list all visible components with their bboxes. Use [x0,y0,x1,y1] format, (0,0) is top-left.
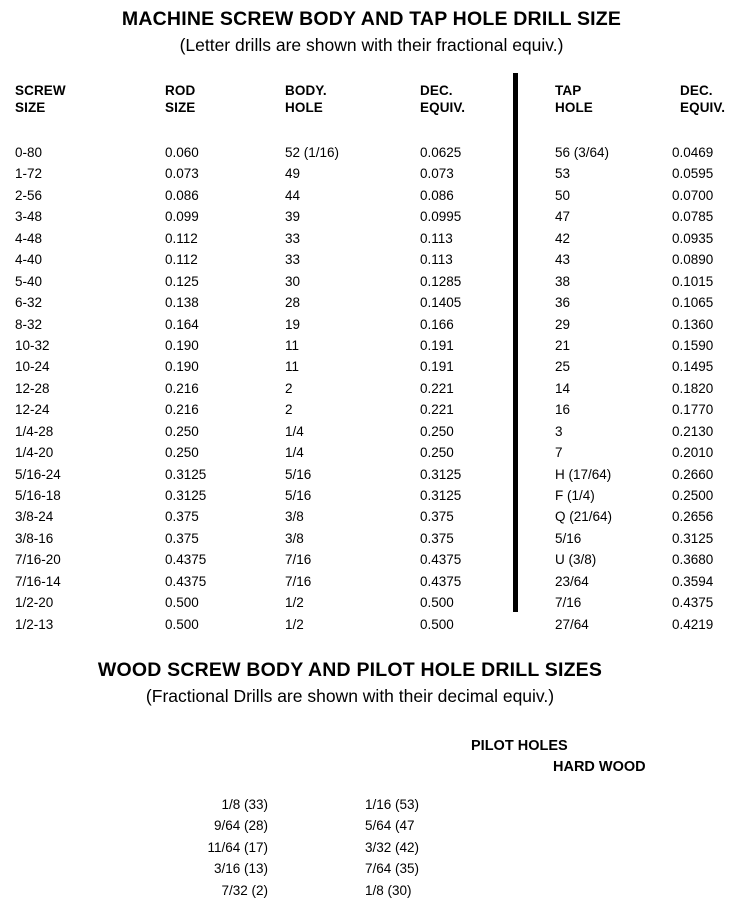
cell-rod-size: 0.086 [165,187,199,203]
cell-body-hole: 30 [285,273,301,289]
cell-rod-size: 0.099 [165,209,199,225]
cell-dec-equiv-body: 0.221 [420,380,454,396]
cell-screw-size: 2-56 [15,187,43,203]
cell-tap-hole: F (1/4) [555,488,595,503]
cell-wood-pilot-hole: 1/16 (53) [365,797,420,812]
cell-body-hole: 7/16 [285,552,312,568]
cell-rod-size: 0.4375 [165,552,207,568]
cell-rod-size: 0.216 [165,402,199,418]
cell-dec-equiv-body: 0.4375 [420,552,462,568]
cell-screw-size: 12-24 [15,402,50,418]
column-header-dec-equiv2-line1: DEC. [680,83,713,98]
column-header-screw-size-line2: SIZE [15,100,46,115]
cell-dec-equiv-tap: 0.2130 [672,423,714,439]
cell-dec-equiv-tap: 0.1360 [672,316,714,332]
cell-tap-hole: 29 [555,316,571,332]
cell-tap-hole: 43 [555,252,571,268]
cell-dec-equiv-body: 0.500 [420,616,454,632]
cell-screw-size: 4-48 [15,230,43,246]
table-row [0,509,743,530]
column-header-screw-size-line1: SCREW [15,83,66,98]
cell-tap-hole: 42 [555,230,571,246]
table-row [0,145,743,166]
cell-body-hole: 49 [285,166,301,182]
cell-body-hole: 7/16 [285,573,312,589]
cell-screw-size: 5/16-24 [15,466,61,482]
table-row [0,209,743,230]
cell-rod-size: 0.138 [165,295,199,311]
cell-screw-size: 1/4-28 [15,423,54,439]
cell-body-hole: 1/4 [285,423,304,439]
cell-screw-size: 3/8-24 [15,509,54,525]
cell-dec-equiv-body: 0.113 [420,252,453,268]
cell-dec-equiv-body: 0.375 [420,509,454,525]
table-row [0,552,743,573]
table-row [0,359,743,380]
column-header-tap-hole-line1: TAP [555,83,582,98]
cell-body-hole: 5/16 [285,488,312,503]
cell-rod-size: 0.375 [165,509,199,525]
cell-dec-equiv-body: 0.0995 [420,209,462,225]
cell-dec-equiv-body: 0.113 [420,230,453,246]
table-row [0,595,743,616]
cell-tap-hole: 23/64 [555,573,589,589]
cell-rod-size: 0.164 [165,316,199,332]
cell-dec-equiv-tap: 0.4219 [672,616,714,632]
cell-screw-size: 6-32 [15,295,43,311]
machine-screw-table-title: MACHINE SCREW BODY AND TAP HOLE DRILL SIZE [121,8,622,30]
cell-body-hole: 1/2 [285,595,304,611]
cell-body-hole: 28 [285,295,301,311]
cell-tap-hole: U (3/8) [555,552,597,568]
cell-dec-equiv-tap: 0.0469 [672,145,714,160]
wood-screw-rows [0,797,743,904]
column-header-dec-equiv2-line2: EQUIV. [680,100,726,115]
column-header-tap-hole-line2: HOLE [555,100,593,115]
column-header-rod-size-line2: SIZE [165,100,196,115]
hard-wood-label: HARD WOOD [553,759,646,775]
cell-screw-size: 0-80 [15,145,43,160]
cell-rod-size: 0.112 [165,252,198,268]
cell-wood-pilot-hole: 5/64 (47 [365,818,415,834]
cell-body-hole: 3/8 [285,509,304,525]
cell-tap-hole: 36 [555,295,571,311]
cell-rod-size: 0.250 [165,423,199,439]
cell-screw-size: 4-40 [15,252,43,268]
cell-dec-equiv-body: 0.1285 [420,273,462,289]
cell-rod-size: 0.500 [165,595,199,611]
cell-wood-body-hole: 1/8 (33) [221,797,268,812]
cell-tap-hole: 3 [555,423,563,439]
cell-dec-equiv-body: 0.4375 [420,573,462,589]
cell-wood-pilot-hole: 7/64 (35) [365,861,420,877]
cell-dec-equiv-body: 0.086 [420,187,454,203]
table-row [0,338,743,359]
cell-body-hole: 44 [285,187,301,203]
machine-screw-rows [0,145,743,638]
table-row [0,252,743,273]
cell-rod-size: 0.216 [165,380,199,396]
machine-screw-table-subtitle: (Letter drills are shown with their fractional equiv.) [179,35,564,55]
table-row [0,531,743,552]
cell-dec-equiv-tap: 0.2656 [672,509,714,525]
cell-tap-hole: 53 [555,166,571,182]
cell-body-hole: 2 [285,380,293,396]
table-row [0,231,743,252]
cell-rod-size: 0.060 [165,145,199,160]
cell-screw-size: 7/16-20 [15,552,61,568]
cell-dec-equiv-tap: 0.0935 [672,230,714,246]
table-row [0,402,743,423]
cell-screw-size: 5/16-18 [15,488,61,503]
cell-body-hole: 19 [285,316,301,332]
cell-body-hole: 1/2 [285,616,304,632]
cell-screw-size: 1/2-20 [15,595,54,611]
cell-rod-size: 0.073 [165,166,199,182]
cell-body-hole: 39 [285,209,301,225]
cell-body-hole: 3/8 [285,530,304,546]
cell-dec-equiv-tap: 0.4375 [672,595,714,611]
table-row [0,166,743,187]
table-row [0,488,743,509]
cell-wood-body-hole: 3/16 (13) [213,861,268,877]
cell-dec-equiv-tap: 0.3594 [672,573,714,589]
cell-tap-hole: H (17/64) [555,466,612,482]
column-header-dec-equiv1-line1: DEC. [420,83,453,98]
cell-tap-hole: 16 [555,402,571,418]
cell-body-hole: 5/16 [285,466,312,482]
cell-dec-equiv-tap: 0.0785 [672,209,714,225]
cell-screw-size: 1/2-13 [15,616,54,632]
cell-screw-size: 5-40 [15,273,43,289]
cell-dec-equiv-tap: 0.0595 [672,166,714,182]
cell-dec-equiv-tap: 0.1015 [672,273,714,289]
cell-tap-hole: 5/16 [555,530,582,546]
cell-screw-size: 12-28 [15,380,50,396]
cell-screw-size: 7/16-14 [15,573,61,589]
cell-screw-size: 10-32 [15,337,50,353]
column-header-dec-equiv1-line2: EQUIV. [420,100,466,115]
cell-tap-hole: 38 [555,273,571,289]
table-row [0,295,743,316]
table-row [0,883,743,904]
cell-body-hole: 33 [285,230,301,246]
table-row [0,381,743,402]
cell-rod-size: 0.112 [165,230,198,246]
table-row [0,574,743,595]
column-header-rod-size-line1: ROD [165,83,196,98]
table-row [0,617,743,638]
wood-screw-table-title: WOOD SCREW BODY AND PILOT HOLE DRILL SIZES [97,659,603,681]
cell-dec-equiv-body: 0.166 [420,316,454,332]
table-row [0,467,743,488]
cell-rod-size: 0.190 [165,337,199,353]
cell-wood-pilot-hole: 3/32 (42) [365,839,420,855]
cell-dec-equiv-body: 0.250 [420,423,454,439]
cell-dec-equiv-body: 0.191 [420,359,454,375]
cell-body-hole: 33 [285,252,301,268]
cell-screw-size: 10-24 [15,359,50,375]
cell-tap-hole: 25 [555,359,571,375]
cell-body-hole: 52 (1/16) [285,145,340,160]
cell-dec-equiv-tap: 0.1065 [672,295,714,311]
cell-tap-hole: 7 [555,445,563,461]
cell-dec-equiv-tap: 0.2010 [672,445,714,461]
column-header-body-hole-line2: HOLE [285,100,323,115]
cell-dec-equiv-tap: 0.0700 [672,187,714,203]
cell-dec-equiv-tap: 0.1590 [672,337,714,353]
cell-dec-equiv-body: 0.250 [420,445,454,461]
cell-rod-size: 0.4375 [165,573,207,589]
cell-dec-equiv-body: 0.221 [420,402,454,418]
cell-dec-equiv-tap: 0.1495 [672,359,714,375]
cell-wood-body-hole: 11/64 (17) [207,839,268,855]
cell-wood-body-hole: 9/64 (28) [213,818,268,834]
cell-dec-equiv-body: 0.0625 [420,145,462,160]
cell-dec-equiv-tap: 0.1820 [672,380,714,396]
cell-dec-equiv-tap: 0.3680 [672,552,714,568]
cell-dec-equiv-body: 0.3125 [420,466,462,482]
cell-tap-hole: Q (21/64) [555,509,613,525]
cell-wood-body-hole: 7/32 (2) [221,882,268,898]
cell-rod-size: 0.500 [165,616,199,632]
cell-wood-pilot-hole: 1/8 (30) [365,882,412,898]
cell-dec-equiv-tap: 0.2660 [672,466,714,482]
cell-tap-hole: 7/16 [555,595,582,611]
cell-body-hole: 2 [285,402,293,418]
cell-tap-hole: 21 [555,337,571,353]
table-row [0,274,743,295]
cell-dec-equiv-body: 0.3125 [420,488,462,503]
cell-rod-size: 0.375 [165,530,199,546]
cell-screw-size: 1/4-20 [15,445,54,461]
cell-body-hole: 11 [285,337,300,353]
cell-dec-equiv-tap: 0.1770 [672,402,714,418]
cell-screw-size: 8-32 [15,316,43,332]
column-header-body-hole-line1: BODY. [285,83,327,98]
cell-dec-equiv-body: 0.1405 [420,295,462,311]
cell-screw-size: 3/8-16 [15,530,54,546]
cell-tap-hole: 47 [555,209,571,225]
cell-dec-equiv-tap: 0.0890 [672,252,714,268]
cell-tap-hole: 50 [555,187,571,203]
table-row [0,188,743,209]
cell-body-hole: 11 [285,359,300,375]
cell-dec-equiv-body: 0.191 [420,337,454,353]
cell-rod-size: 0.3125 [165,466,207,482]
cell-rod-size: 0.190 [165,359,199,375]
table-row [0,445,743,466]
cell-tap-hole: 56 (3/64) [555,145,610,160]
table-row [0,861,743,882]
pilot-holes-label: PILOT HOLES [471,738,568,754]
table-row [0,317,743,338]
cell-dec-equiv-body: 0.500 [420,595,454,611]
wood-screw-table-subtitle: (Fractional Drills are shown with their decimal equiv.) [145,686,555,706]
table-row [0,797,743,818]
cell-screw-size: 3-48 [15,209,43,225]
table-row [0,818,743,839]
cell-rod-size: 0.250 [165,445,199,461]
cell-dec-equiv-body: 0.073 [420,166,454,182]
cell-tap-hole: 14 [555,380,571,396]
cell-screw-size: 1-72 [15,166,43,182]
cell-rod-size: 0.125 [165,273,199,289]
table-row [0,840,743,861]
cell-body-hole: 1/4 [285,445,304,461]
cell-dec-equiv-tap: 0.3125 [672,530,714,546]
table-row [0,424,743,445]
cell-dec-equiv-body: 0.375 [420,530,454,546]
cell-dec-equiv-tap: 0.2500 [672,488,714,503]
cell-tap-hole: 27/64 [555,616,589,632]
cell-rod-size: 0.3125 [165,488,207,503]
